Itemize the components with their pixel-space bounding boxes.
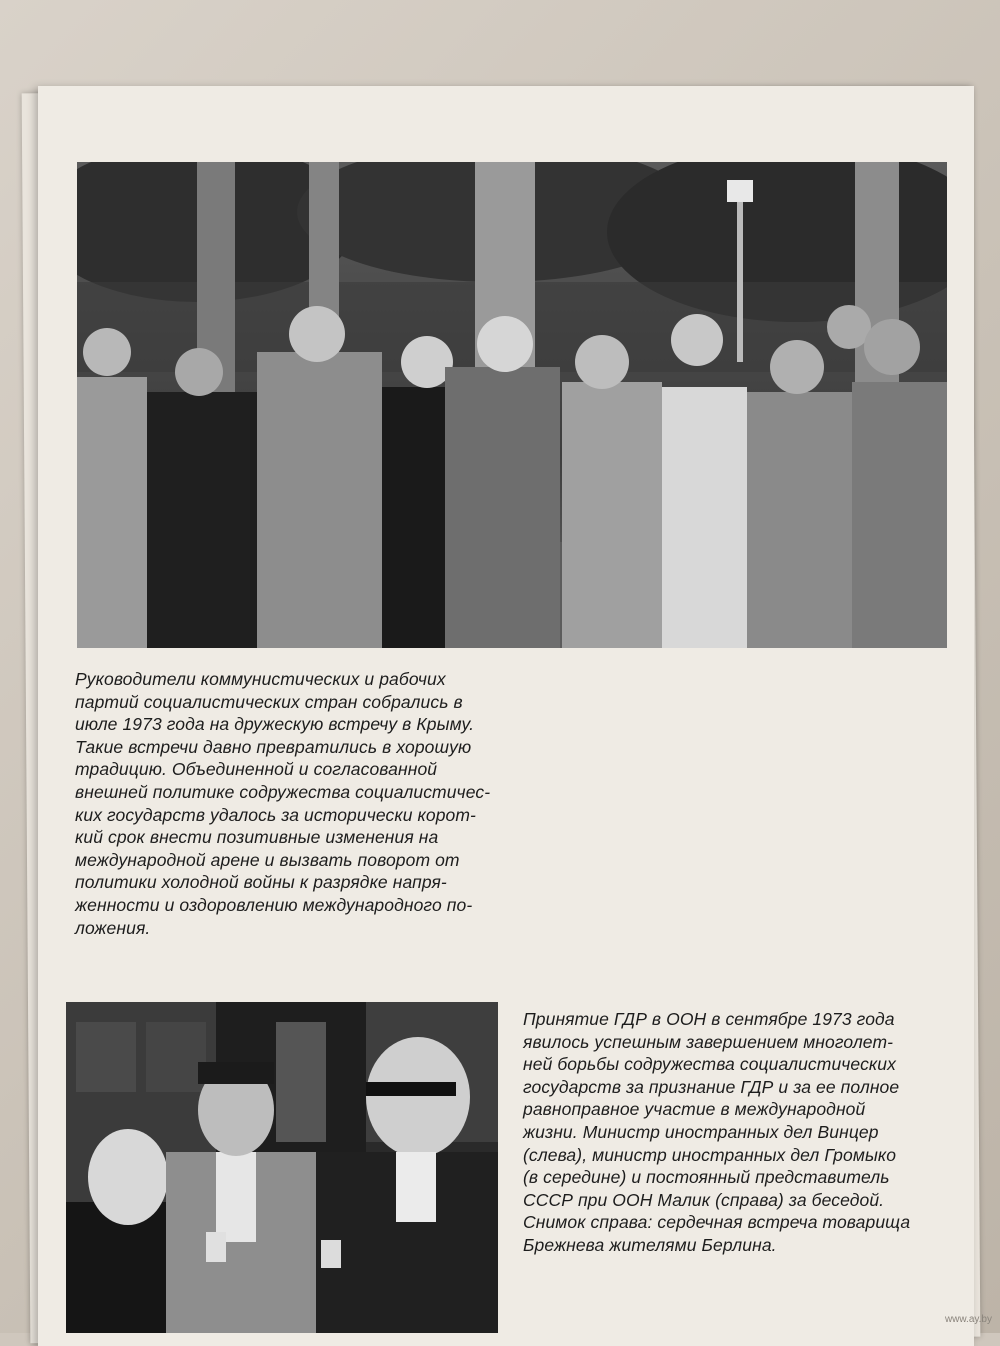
top-photo <box>77 162 947 648</box>
caption-line: жизни. Министр иностранных дел Винцер <box>523 1121 879 1142</box>
caption-line: (слева), министр иностранных дел Громыко <box>523 1144 897 1165</box>
bottom-photo-image <box>66 1002 498 1333</box>
watermark: www.ay.by <box>944 1314 992 1325</box>
caption-line: Такие встречи давно превратились в хорошую <box>75 736 472 757</box>
top-photo-caption <box>75 668 530 939</box>
caption-line: Принятие ГДР в ООН в сентябре 1973 года <box>523 1009 895 1029</box>
caption-line: Руководители коммунистических и рабочих <box>75 669 446 689</box>
caption-line: Снимок справа: сердечная встреча товарища <box>523 1212 911 1233</box>
caption-line: государств за признание ГДР и за ее полное <box>523 1076 900 1097</box>
caption-line: кий срок внести позитивные изменения на <box>75 827 439 848</box>
bottom-photo-caption <box>523 1008 946 1257</box>
caption-line: июле 1973 года на дружескую встречу в Крыму. <box>75 714 475 735</box>
caption-line: ней борьбы содружества социалистических <box>523 1054 896 1075</box>
caption-line: СССР при ООН Малик (справа) за беседой. <box>523 1189 885 1210</box>
caption-line: партий социалистических стран собрались в <box>75 691 463 712</box>
caption-line: женности и оздоровлению международного по- <box>75 894 473 915</box>
caption-line: традицию. Объединенной и согласованной <box>75 759 438 780</box>
caption-line: ких государств удалось за исторически корот- <box>75 804 476 825</box>
caption-line: внешней политике содружества социалистичес- <box>75 781 491 802</box>
caption-line: (в середине) и постоянный представитель <box>523 1167 890 1188</box>
caption-line: равноправное участие в международной <box>523 1099 866 1120</box>
top-photo-image <box>77 162 947 648</box>
bottom-photo <box>66 1002 498 1333</box>
caption-line: ложения. <box>75 917 151 938</box>
caption-line: Брежнева жителями Берлина. <box>523 1234 777 1255</box>
caption-line: международной арене и вызвать поворот от <box>75 849 460 870</box>
caption-line: явилось успешным завершением многолет- <box>523 1031 894 1052</box>
caption-line: политики холодной войны к разрядке напря- <box>75 872 447 893</box>
